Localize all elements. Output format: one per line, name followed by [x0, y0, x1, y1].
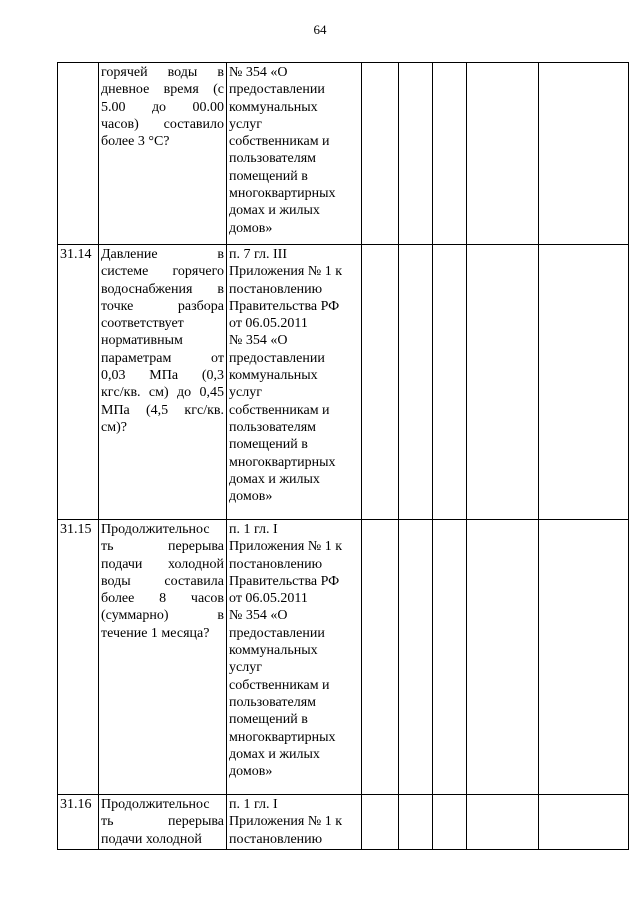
requirement-line: параметрам от: [101, 350, 224, 366]
legal-reference-line: собственникам и: [229, 402, 330, 418]
remarks-cell: [539, 245, 629, 520]
legal-reference-line: домов»: [229, 764, 273, 780]
legal-reference-line: помещений в: [229, 712, 308, 728]
legal-reference-line: Приложения № 1 к: [229, 264, 343, 280]
legal-reference-line: п. 7 гл. III: [229, 247, 287, 262]
requirement-line: (суммарно) в: [101, 608, 224, 624]
legal-reference-cell: [227, 520, 362, 795]
answer-no-cell: [399, 520, 433, 795]
legal-reference-cell: [227, 63, 362, 245]
legal-reference-line: собственникам и: [229, 134, 330, 150]
legal-reference-line: коммунальных: [229, 643, 318, 659]
legal-reference-line: от 06.05.2011: [229, 316, 308, 332]
requirement-line: 0,03 МПа (0,3: [101, 368, 224, 384]
remarks-cell: [539, 795, 629, 850]
requirement-line: МПа (4,5 кгс/кв.: [101, 402, 224, 418]
requirement-line: Продолжительнос: [101, 522, 210, 537]
item-number-cell: 31.16: [58, 795, 99, 850]
table-row: [58, 63, 629, 245]
table-row: [58, 245, 629, 520]
legal-reference-cell: [227, 245, 362, 520]
legal-reference-line: собственникам и: [229, 677, 330, 693]
answer-na-cell: [433, 520, 467, 795]
legal-reference-line: постановлению: [229, 281, 323, 297]
legal-reference-line: услуг: [229, 385, 262, 401]
legal-reference-line: помещений в: [229, 437, 308, 453]
table-row: [58, 520, 629, 795]
answer-na-cell: [433, 63, 467, 245]
legal-reference-line: домов»: [229, 489, 273, 505]
legal-reference-line: п. 1 гл. I: [229, 522, 278, 537]
requirement-line: точке разбора: [101, 298, 224, 314]
legal-reference-line: Правительства РФ: [229, 298, 340, 314]
legal-reference-line: постановлению: [229, 831, 323, 847]
notes-cell: [467, 520, 539, 795]
legal-reference-line: № 354 «О: [229, 65, 288, 80]
notes-cell: [467, 245, 539, 520]
requirement-line: течение 1 месяца?: [101, 625, 210, 641]
legal-reference-line: домах и жилых: [229, 746, 320, 762]
requirement-line: ть перерыва: [101, 814, 224, 830]
answer-yes-cell: [362, 245, 399, 520]
legal-reference-line: от 06.05.2011: [229, 591, 308, 607]
requirement-line: подачи холодной: [101, 831, 202, 847]
requirement-line: водоснабжения в: [101, 281, 224, 297]
legal-reference-line: помещений в: [229, 168, 308, 184]
requirement-cell: [99, 520, 227, 795]
answer-yes-cell: [362, 63, 399, 245]
answer-no-cell: [399, 63, 433, 245]
answer-na-cell: [433, 795, 467, 850]
item-number-cell: [58, 63, 99, 245]
answer-na-cell: [433, 245, 467, 520]
legal-reference-line: пользователям: [229, 694, 317, 710]
legal-reference-line: Правительства РФ: [229, 573, 340, 589]
legal-reference-line: услуг: [229, 660, 262, 676]
requirement-cell: [99, 795, 227, 850]
legal-reference-line: домах и жилых: [229, 471, 320, 487]
answer-yes-cell: [362, 795, 399, 850]
checklist-table: [57, 62, 629, 850]
page-number: 64: [313, 22, 327, 37]
legal-reference-line: многоквартирных: [229, 454, 336, 470]
table-row: [58, 795, 629, 850]
answer-no-cell: [399, 795, 433, 850]
requirement-line: Давление в: [101, 247, 224, 262]
requirement-line: горячей воды в: [101, 65, 224, 80]
requirement-line: воды составила: [101, 573, 224, 589]
requirement-line: дневное время (с: [101, 82, 224, 98]
legal-reference-line: предоставлении: [229, 350, 325, 366]
item-number-cell: 31.15: [58, 520, 99, 795]
requirement-line: подачи холодной: [101, 556, 224, 572]
requirement-line: соответствует: [101, 316, 184, 332]
legal-reference-line: предоставлении: [229, 625, 325, 641]
requirement-line: Продолжительнос: [101, 797, 210, 812]
remarks-cell: [539, 520, 629, 795]
legal-reference-line: коммунальных: [229, 99, 318, 115]
legal-reference-line: коммунальных: [229, 368, 318, 384]
legal-reference-line: многоквартирных: [229, 186, 336, 202]
requirement-line: кгс/кв. см) до 0,45: [101, 385, 224, 401]
requirement-line: системе горячего: [101, 264, 224, 280]
legal-reference-line: пользователям: [229, 151, 317, 167]
requirement-line: ть перерыва: [101, 539, 224, 555]
legal-reference-line: № 354 «О: [229, 333, 288, 349]
answer-yes-cell: [362, 520, 399, 795]
notes-cell: [467, 63, 539, 245]
legal-reference-line: домов»: [229, 220, 273, 236]
requirement-cell: [99, 245, 227, 520]
requirement-line: более 3 °C?: [101, 134, 170, 150]
remarks-cell: [539, 63, 629, 245]
requirement-line: см)?: [101, 419, 127, 435]
legal-reference-line: постановлению: [229, 556, 323, 572]
requirement-cell: [99, 63, 227, 245]
legal-reference-line: услуг: [229, 116, 262, 132]
legal-reference-cell: [227, 795, 362, 850]
legal-reference-line: домах и жилых: [229, 203, 320, 219]
legal-reference-line: многоквартирных: [229, 729, 336, 745]
requirement-line: нормативным: [101, 333, 183, 349]
legal-reference-line: пользователям: [229, 419, 317, 435]
item-number-cell: 31.14: [58, 245, 99, 520]
legal-reference-line: п. 1 гл. I: [229, 797, 278, 812]
legal-reference-line: № 354 «О: [229, 608, 288, 624]
requirement-line: 5.00 до 00.00: [101, 99, 224, 115]
legal-reference-line: Приложения № 1 к: [229, 539, 343, 555]
requirement-line: более 8 часов: [101, 591, 224, 607]
legal-reference-line: предоставлении: [229, 82, 325, 98]
notes-cell: [467, 795, 539, 850]
legal-reference-line: Приложения № 1 к: [229, 814, 343, 830]
requirement-line: часов) составило: [101, 116, 224, 132]
answer-no-cell: [399, 245, 433, 520]
